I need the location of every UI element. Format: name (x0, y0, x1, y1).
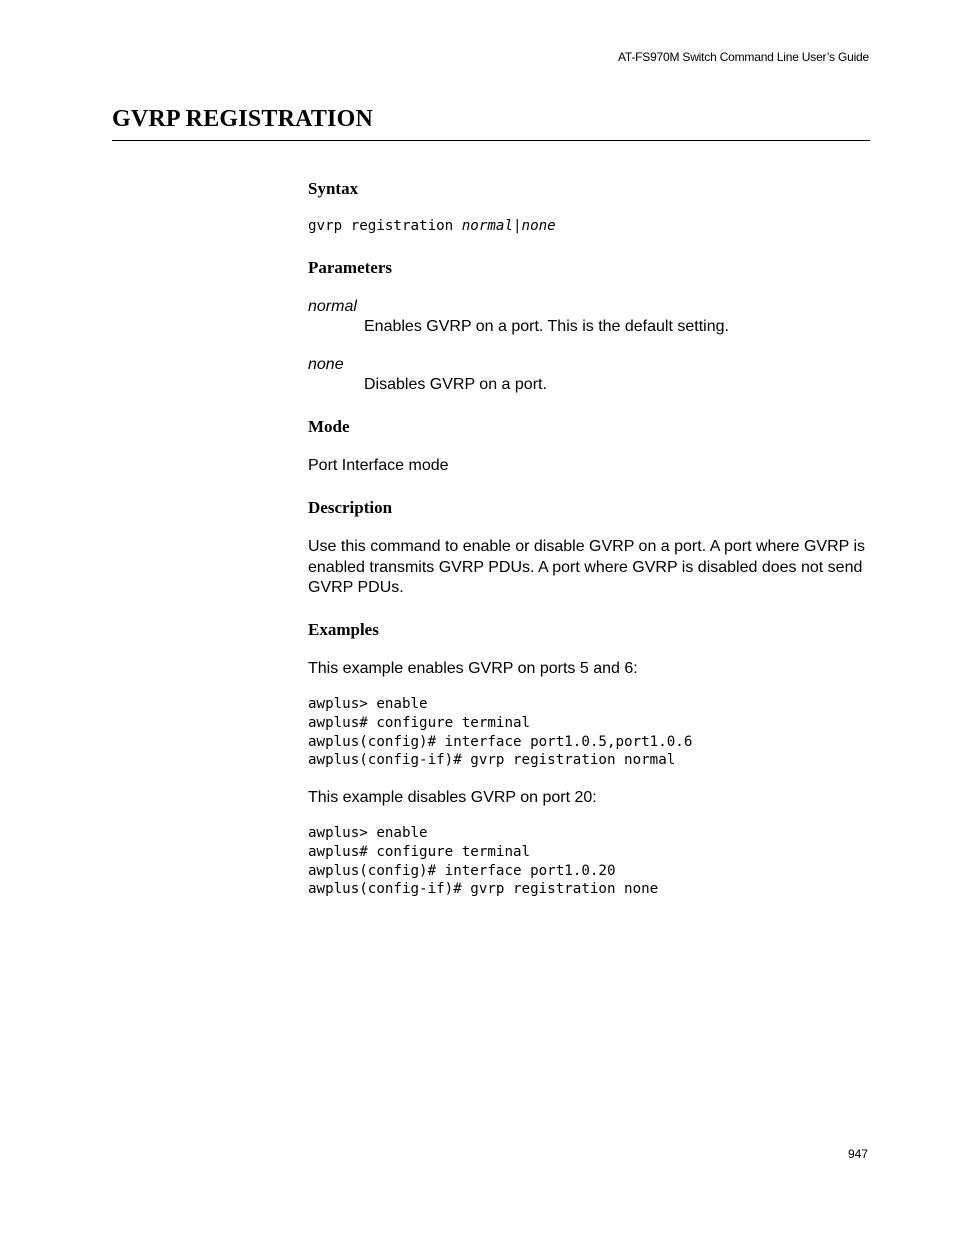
examples-heading: Examples (308, 620, 379, 639)
title-divider (112, 140, 870, 141)
param-term-normal: normal (308, 298, 357, 315)
mode-text: Port Interface mode (308, 457, 449, 474)
example-2-code (308, 824, 658, 899)
description-heading: Description (308, 498, 393, 517)
syntax-arg-none: none (521, 218, 556, 234)
syntax-arg-normal: normal (461, 218, 513, 234)
code-line: awplus(config)# interface port1.0.20 (308, 862, 616, 879)
param-def-normal: Enables GVRP on a port. This is the default setting. (364, 318, 729, 335)
page-title: GVRP REGISTRATION (112, 106, 374, 132)
syntax-code (308, 217, 556, 236)
code-line: awplus# configure terminal (308, 714, 531, 731)
code-line: awplus(config-if)# gvrp registration normal (308, 752, 676, 769)
syntax-separator: | (513, 218, 522, 234)
param-def-none: Disables GVRP on a port. (364, 376, 547, 393)
description-text: Use this command to enable or disable GVRP on a port. A port where GVRP is enabled transmits GVRP PDUs. A port where GVRP is disabled does not send GVRP PDUs. (308, 538, 866, 596)
syntax-heading: Syntax (308, 179, 359, 198)
mode-heading: Mode (308, 417, 350, 436)
page-number: 947 (847, 1147, 868, 1161)
param-term-none: none (308, 356, 344, 373)
code-line: awplus> enable (308, 825, 428, 841)
code-line: awplus(config-if)# gvrp registration none (308, 881, 659, 898)
parameters-heading: Parameters (308, 258, 393, 277)
example-2-intro: This example disables GVRP on port 20: (308, 789, 597, 806)
example-1-intro: This example enables GVRP on ports 5 and 6: (308, 660, 638, 677)
running-header: AT-FS970M Switch Command Line User’s Guide (617, 50, 869, 64)
code-line: awplus# configure terminal (308, 843, 531, 860)
syntax-command: gvrp registration (308, 218, 462, 234)
code-line: awplus(config)# interface port1.0.5,port1.0.6 (308, 733, 693, 750)
example-1-code (308, 695, 692, 770)
code-line: awplus> enable (308, 696, 428, 712)
